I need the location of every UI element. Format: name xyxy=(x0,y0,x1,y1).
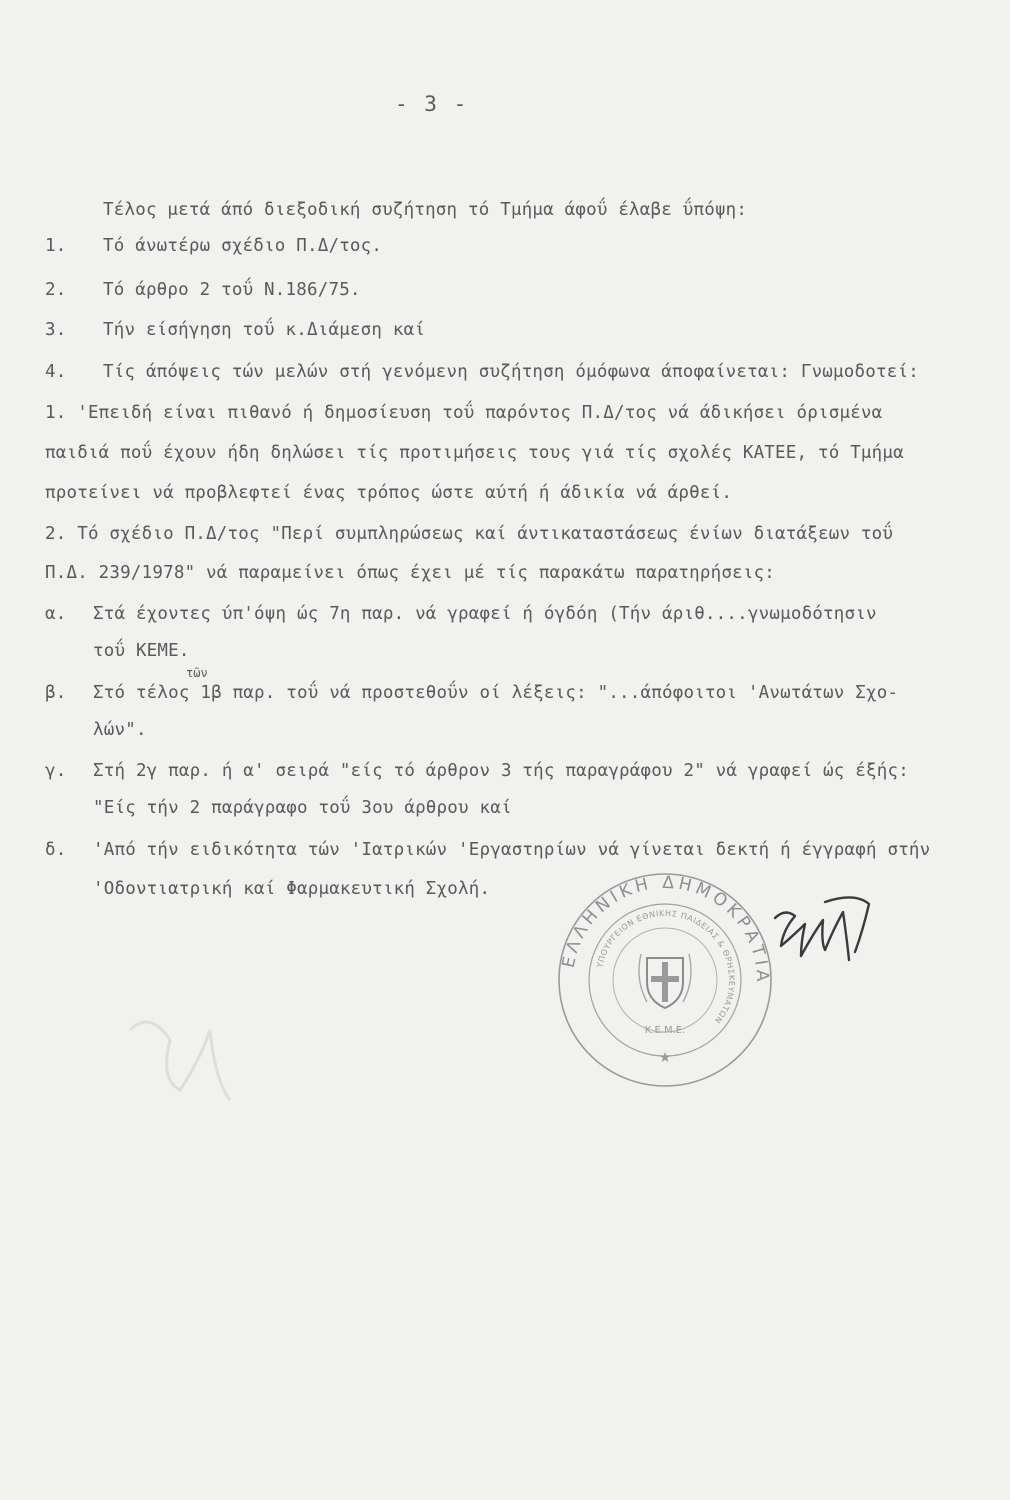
consideration-3-num: 3. xyxy=(45,320,67,340)
handwritten-insertion: τῶν xyxy=(186,666,208,680)
stamp-outer-text: ΕΛΛΗΝΙΚΗ ΔΗΜΟΚΡΑΤΙΑ xyxy=(558,872,773,986)
opinion-2-line-1: 2. Τό σχέδιο Π.Δ/τος "Περί συμπληρώσεως καί άντικαταστάσεως ένίων διατάξεων τοΰ xyxy=(45,524,894,544)
remark-a-line-2: τοΰ ΚΕΜΕ. xyxy=(93,641,190,661)
stamp-star-icon: ★ xyxy=(658,1050,672,1066)
consideration-1-text: Τό άνωτέρω σχέδιο Π.Δ/τος. xyxy=(103,236,383,256)
remark-d-line-2: 'Οδοντιατρική καί Φαρμακευτική Σχολή. xyxy=(93,879,491,899)
remark-b-line-1: Στό τέλος 1β παρ. τοΰ νά προστεθοΰν οί λέξεις: "...άπόφοιτοι 'Ανωτάτων Σχο- xyxy=(93,683,899,703)
stamp-bottom-text: Κ.Ε.Μ.Ε. xyxy=(644,1025,686,1036)
opinion-1-line-1: 1. 'Επειδή είναι πιθανό ή δημοσίευση τοΰ παρόντος Π.Δ/τος νά άδικήσει όρισμένα xyxy=(45,403,883,423)
remark-c-letter: γ. xyxy=(45,761,67,781)
remark-a-letter: α. xyxy=(45,604,67,624)
remark-b-letter: β. xyxy=(45,683,67,703)
official-stamp xyxy=(555,870,775,1090)
opinion-2-line-2: Π.Δ. 239/1978" νά παραμείνει όπως έχει μέ τίς παρακάτω παρατηρήσεις: xyxy=(45,563,776,583)
consideration-2-text: Τό άρθρο 2 τοΰ Ν.186/75. xyxy=(103,280,361,300)
consideration-2-num: 2. xyxy=(45,280,67,300)
opinion-1-line-2: παιδιά ποΰ έχουν ήδη δηλώσει τίς προτιμήσεις τους γιά τίς σχολές ΚΑΤΕΕ, τό Τμήμα xyxy=(45,443,904,463)
page-number: - 3 - xyxy=(395,92,469,116)
stamp-inner-text: ΥΠΟΥΡΓΕΙΟΝ ΕΘΝΙΚΗΣ ΠΑΙΔΕΙΑΣ & ΘΡΗΣΚΕΥΜΑΤΩΝ xyxy=(595,908,737,1026)
remark-b-line-2: λών". xyxy=(93,720,147,740)
consideration-4-num: 4. xyxy=(45,362,67,382)
consideration-3-text: Τήν είσήγηση τοΰ κ.Διάμεση καί xyxy=(103,320,426,340)
remark-a-line-1: Στά έχοντες ύπ'όψη ώς 7η παρ. νά γραφεί ή όγδόη (Τήν άριθ....γνωμοδότησιν xyxy=(93,604,877,624)
signature-icon xyxy=(765,890,875,980)
consideration-4-text: Τίς άπόψεις τών μελών στή γενόμενη συζήτηση όμόφωνα άποφαίνεται: Γνωμοδοτεί: xyxy=(103,362,919,382)
remark-d-letter: δ. xyxy=(45,840,67,860)
remark-d-line-1: 'Από τήν ειδικότητα τών 'Ιατρικών 'Εργαστηρίων νά γίνεται δεκτή ή έγγραφή στήν xyxy=(93,840,931,860)
consideration-1-num: 1. xyxy=(45,236,67,256)
intro-text: Τέλος μετά άπό διεξοδική συζήτηση τό Τμήμα άφοΰ έλαβε ΰπόψη: xyxy=(103,200,748,220)
opinion-1-line-3: προτείνει νά προβλεφτεί ένας τρόπος ώστε αύτή ή άδικία νά άρθεί. xyxy=(45,483,733,503)
remark-c-line-1: Στή 2γ παρ. ή α' σειρά "είς τό άρθρον 3 τής παραγράφου 2" νά γραφεί ώς έξής: xyxy=(93,761,909,781)
coat-of-arms-icon xyxy=(639,954,691,1008)
faint-signature-icon xyxy=(40,1000,340,1130)
remark-c-line-2: "Είς τήν 2 παράγραφο τοΰ 3ου άρθρου καί xyxy=(93,798,512,818)
